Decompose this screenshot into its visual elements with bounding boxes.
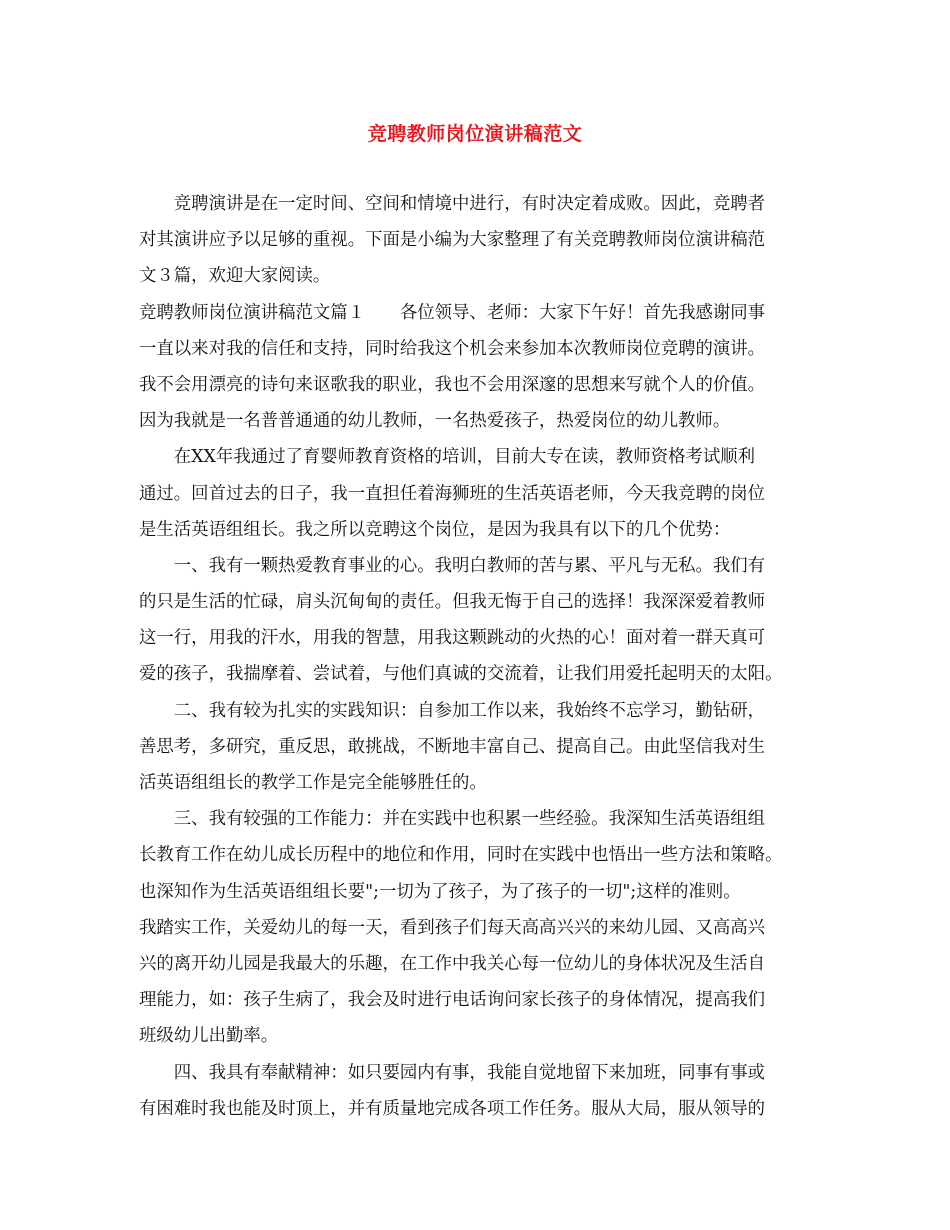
text-line: 有困难时我也能及时顶上，并有质量地完成各项工作任务。服从大局，服从领导的 [139,1098,766,1119]
text-line: 在XX年我通过了育婴师教育资格的培训，目前大专在读，教师资格考试顺利 [139,447,756,468]
text-line: 活英语组组长的教学工作是完全能够胜任的。 [139,773,487,793]
text-line: 因为我就是一名普普通通的幼儿教师，一名热爱孩子，热爱岗位的幼儿教师。 [139,411,731,432]
text-line: 竞聘演讲是在一定时间、空间和情境中进行，有时决定着成败。因此，竞聘者 [139,194,766,214]
text-line: 对其演讲应予以足够的重视。下面是小编为大家整理了有关竞聘教师岗位演讲稿范 [139,230,766,251]
text-line: 三、我有较强的工作能力：并在实践中也积累一些经验。我深知生活英语组组 [139,809,766,830]
text-line: 二、我有较为扎实的实践知识：自参加工作以来，我始终不忘学习，勤钻研， [139,700,766,721]
text-line: 通过。回首过去的日子，我一直担任着海狮班的生活英语老师，今天我竞聘的岗位 [139,483,766,504]
text-line: 理能力，如：孩子生病了，我会及时进行电话询问家长孩子的身体情况，提高我们 [139,990,766,1011]
text-line: 四、我具有奉献精神：如只要园内有事，我能自觉地留下来加班，同事有事或 [139,1062,766,1083]
section-heading-line: 竞聘教师岗位演讲稿范文篇１ 各位领导、老师：大家下午好！首先我感谢同事 [139,302,766,323]
text-line: 也深知作为生活英语组组长要";一切为了孩子，为了孩子的一切";这样的准则。 [139,881,741,902]
text-line: 一、我有一颗热爱教育事业的心。我明白教师的苦与累、平凡与无私。我们有 [139,555,766,576]
text-line: 长教育工作在幼儿成长历程中的地位和作用，同时在实践中也悟出一些方法和策略。 [139,845,783,866]
document-title: 竞聘教师岗位演讲稿范文 [367,123,583,145]
text-line: 这一行，用我的汗水，用我的智慧，用我这颗跳动的火热的心！面对着一群天真可 [139,628,766,649]
text-line: 班级幼儿出勤率。 [139,1026,279,1047]
text-line: 一直以来对我的信任和支持，同时给我这个机会来参加本次教师岗位竞聘的演讲。 [139,338,766,359]
text-line: 我不会用漂亮的诗句来讴歌我的职业，我也不会用深邃的思想来写就个人的价值。 [139,374,766,395]
text-line: 善思考，多研究，重反思，敢挑战，不断地丰富自己、提高自己。由此坚信我对生 [139,736,766,757]
text-line: 文３篇，欢迎大家阅读。 [139,266,331,287]
document-body [139,186,829,1127]
text-line: 兴的离开幼儿园是我最大的乐趣，在工作中我关心每一位幼儿的身体状况及生活自 [139,953,766,974]
text-line: 爱的孩子，我揣摩着、尝试着，与他们真诚的交流着，让我们用爱托起明天的太阳。 [139,664,783,685]
text-line: 我踏实工作，关爱幼儿的每一天，看到孩子们每天高高兴兴的来幼儿园、又高高兴 [139,917,766,938]
text-line: 是生活英语组组长。我之所以竞聘这个岗位，是因为我具有以下的几个优势： [139,519,731,540]
text-line: 的只是生活的忙碌，肩头沉甸甸的责任。但我无悔于自己的选择！我深深爱着教师 [139,592,766,613]
